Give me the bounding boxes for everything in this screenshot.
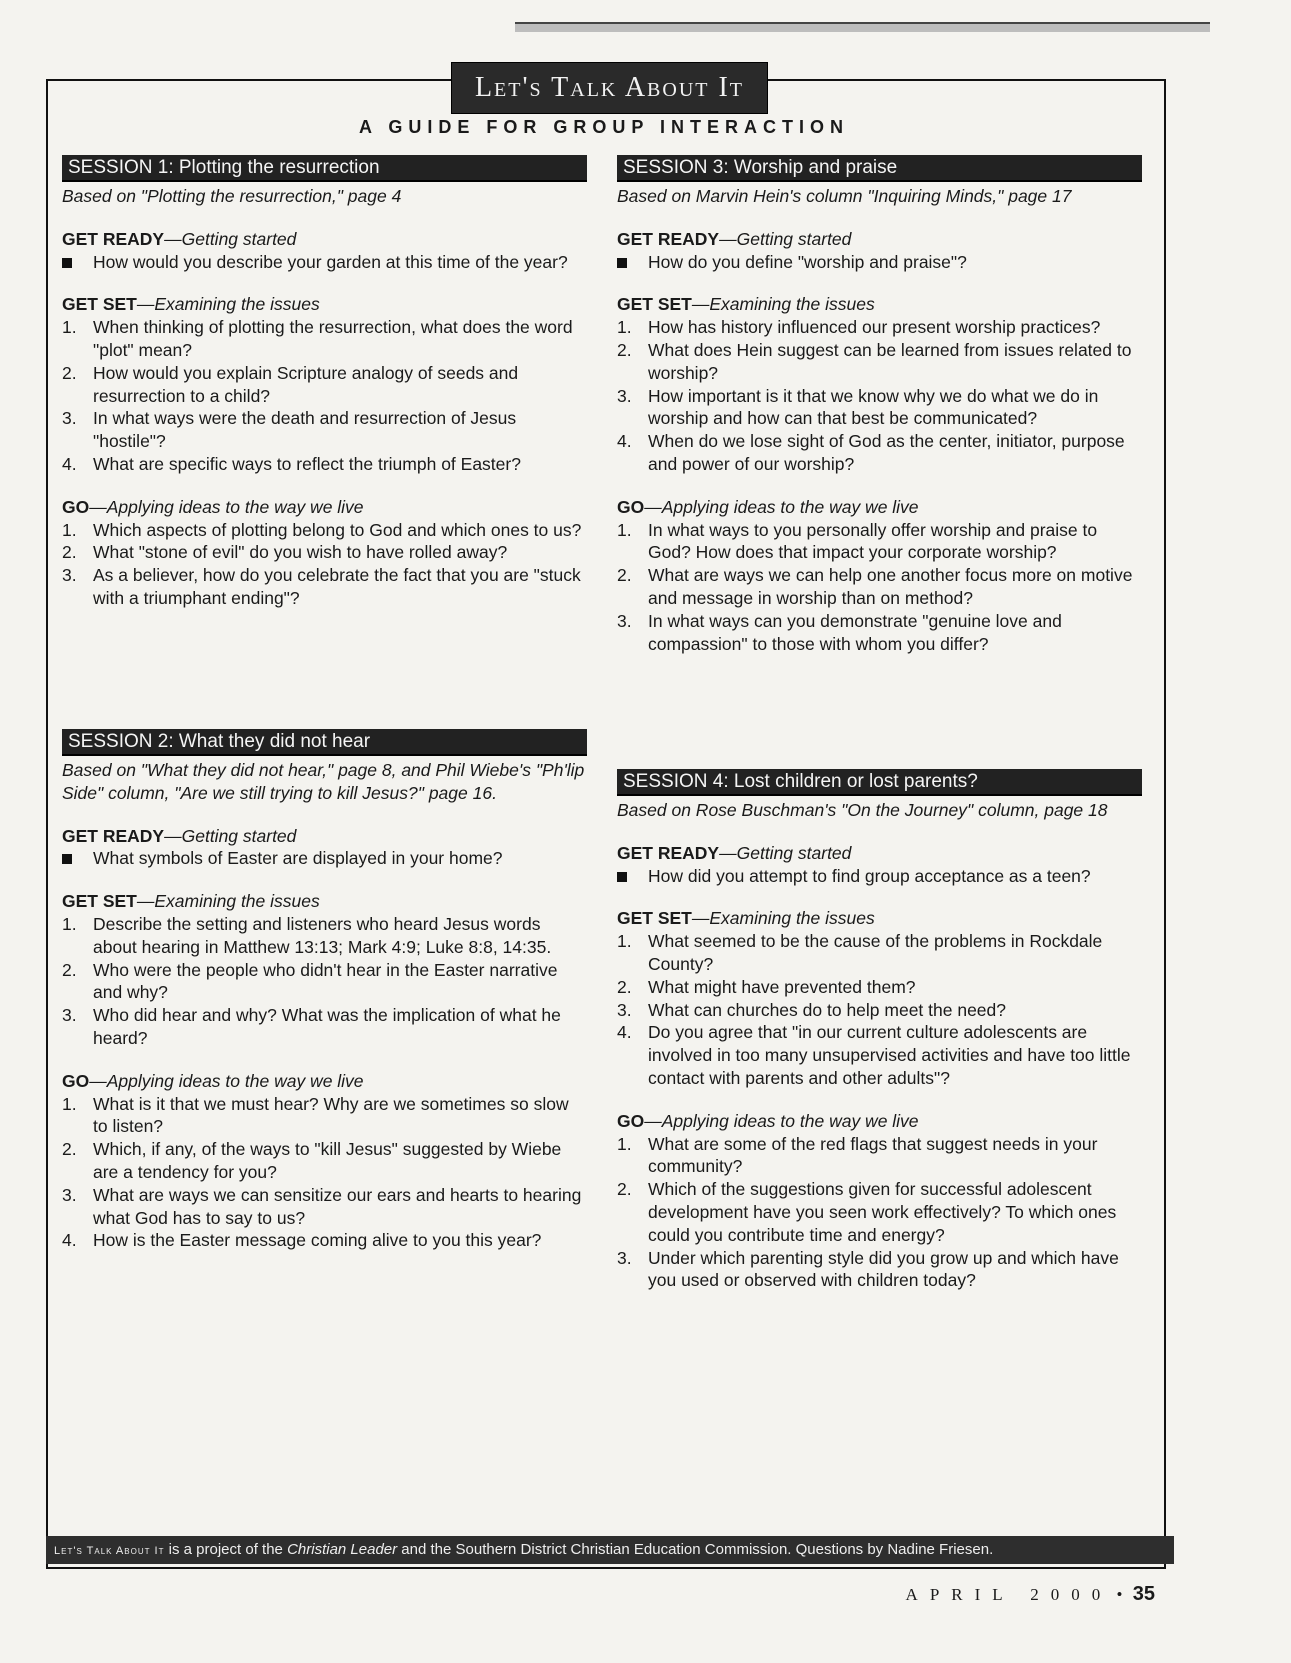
question-text: How did you attempt to find group acceptance as a teen? [648,865,1091,886]
question-item [62,407,587,453]
question-text: How would you explain Scripture analogy of seeds and resurrection to a child? [93,362,519,406]
question-text: In what ways to you personally offer worship and praise to God? How does that impact your corporate worship? [648,519,1098,563]
question-item [617,339,1142,385]
go-subtitle: —Applying ideas to the way we live [644,496,919,517]
page-number: 35 [1132,1583,1155,1605]
footer-credit [46,1536,1174,1564]
session-based-on: Based on Marvin Hein's column "Inquiring Minds," page 17 [617,186,1072,206]
question-text: Who did hear and why? What was the implication of what he heard? [93,1005,561,1048]
question-text: Do you agree that "in our current culture adolescents are involved in too many unsupervised activities and have too little contact with parents and other adults"? [648,1022,1131,1088]
question-number: 4. [62,1230,77,1251]
go-subtitle: —Applying ideas to the way we live [89,496,364,517]
get-set-subtitle: —Examining the issues [691,908,875,929]
go-label: GO [617,496,645,517]
get-set-subtitle: —Examining the issues [136,891,320,912]
question-text: When do we lose sight of God as the center, initiator, purpose and power of our worship? [648,431,1125,474]
question-item [617,999,1142,1022]
session-based-on: Based on "What they did not hear," page 8, and Phil Wiebe's "Ph'lip Side" column, "Are we still trying to kill Jesus?" page 16. [62,760,585,803]
square-bullet-icon [62,854,72,864]
question-item [617,1021,1142,1089]
question-item [617,385,1142,431]
top-rule [515,22,1210,32]
session-block [62,155,587,610]
get-ready-question-list [617,865,1142,888]
get-ready-question-list [62,251,587,274]
get-set-heading [62,890,587,913]
page-subtitle: A GUIDE FOR GROUP INTERACTION [358,117,849,137]
bullet-icon [62,847,88,870]
question-number: 4. [617,431,632,452]
question-item [62,847,587,870]
get-ready-heading [617,842,1142,865]
question-number: 3. [62,408,77,429]
session-title: SESSION 3: Worship and praise [617,155,1142,182]
get-set-question-list [62,913,587,1050]
get-set-question-list [617,316,1142,476]
question-number: 3. [617,1247,632,1268]
get-set-label: GET SET [617,294,692,315]
question-number: 4. [62,453,77,474]
question-item [62,362,587,408]
get-ready-subtitle: —Getting started [164,228,297,249]
go-heading [62,496,587,519]
question-text: How has history influenced our present worship practices? [648,317,1101,338]
question-text: How do you define "worship and praise"? [648,251,967,272]
question-text: How would you describe your garden at this time of the year? [93,251,568,272]
question-item [62,316,587,362]
question-text: What might have prevented them? [648,976,916,997]
get-ready-subtitle: —Getting started [719,228,852,249]
question-text: What are specific ways to reflect the triumph of Easter? [93,453,521,474]
footer-project-name: Let's Talk About It [54,1545,165,1557]
session-block [617,155,1142,655]
get-ready-heading [62,825,587,848]
footer-text-1: is a project of the [164,1541,288,1558]
question-number: 2. [62,959,77,980]
go-heading [617,1110,1142,1133]
question-text: Under which parenting style did you grow up and which have you used or observed with children today? [648,1247,1119,1291]
get-ready-subtitle: —Getting started [719,842,852,863]
question-item [617,865,1142,888]
question-text: What are ways we can help one another focus more on motive and message in worship than on method? [648,565,1133,608]
go-label: GO [617,1110,645,1131]
question-text: Which, if any, of the ways to "kill Jesus" suggested by Wiebe are a tendency for you? [93,1139,562,1182]
get-ready-question-list [62,847,587,870]
question-item [617,519,1142,565]
page-folio [760,1583,1155,1606]
get-set-question-list [617,930,1142,1090]
get-ready-heading [62,228,587,251]
question-text: Which of the suggestions given for successful adolescent development have you seen work effectively? To which ones could you contribute time and energy? [648,1179,1117,1245]
question-number: 2. [617,1179,632,1200]
question-number: 1. [62,1093,77,1114]
go-question-list [617,519,1142,656]
question-number: 2. [62,1139,77,1160]
go-label: GO [62,496,90,517]
question-item [62,913,587,959]
get-ready-label: GET READY [62,825,165,846]
question-text: What is it that we must hear? Why are we sometimes so slow to listen? [93,1093,569,1137]
get-set-subtitle: —Examining the issues [136,294,320,315]
session-based-on: Based on Rose Buschman's "On the Journey" column, page 18 [617,800,1108,820]
get-set-label: GET SET [617,908,692,929]
get-set-subtitle: —Examining the issues [691,294,875,315]
get-ready-label: GET READY [62,228,165,249]
question-number: 1. [617,931,632,952]
question-number: 2. [617,565,632,586]
go-heading [62,1070,587,1093]
get-ready-label: GET READY [617,842,720,863]
question-item [617,1178,1142,1246]
question-item [617,316,1142,339]
get-set-heading [617,907,1142,930]
footer-publication: Christian Leader [287,1541,398,1558]
session-title: SESSION 1: Plotting the resurrection [62,155,587,182]
question-number: 1. [617,317,632,338]
question-item [62,1229,587,1252]
question-number: 2. [62,362,77,383]
question-item [62,1138,587,1184]
go-subtitle: —Applying ideas to the way we live [644,1110,919,1131]
question-item [62,959,587,1005]
question-number: 1. [62,913,77,934]
get-set-label: GET SET [62,891,137,912]
question-number: 3. [617,610,632,631]
question-text: What seemed to be the cause of the problems in Rockdale County? [648,931,1103,974]
question-text: How important is it that we know why we do what we do in worship and how can that best be communicated? [648,385,1099,429]
page-title-banner: Let's Talk About It [451,62,768,114]
question-item [62,453,587,476]
footer-text-2: and the Southern District Christian Education Commission. Questions by Nadine Friesen. [397,1541,994,1558]
question-number: 3. [617,999,632,1020]
get-set-label: GET SET [62,294,137,315]
question-text: What does Hein suggest can be learned from issues related to worship? [648,339,1132,383]
question-item [617,610,1142,656]
question-item [62,1093,587,1139]
question-number: 3. [617,385,632,406]
question-text: In what ways can you demonstrate "genuine love and compassion" to those with whom you differ? [648,610,1062,654]
question-item [617,976,1142,999]
session-block [617,769,1142,1292]
go-question-list [62,519,587,610]
question-item [62,564,587,610]
question-text: Who were the people who didn't hear in the Easter narrative and why? [93,959,558,1003]
question-text: In what ways were the death and resurrection of Jesus "hostile"? [93,408,517,452]
question-number: 3. [62,1184,77,1205]
question-number: 2. [62,542,77,563]
session-title: SESSION 4: Lost children or lost parents? [617,769,1142,796]
question-number: 3. [62,565,77,586]
go-subtitle: —Applying ideas to the way we live [89,1070,364,1091]
question-item [62,1184,587,1230]
question-text: Which aspects of plotting belong to God and which ones to us? [93,519,582,540]
square-bullet-icon [617,258,627,268]
get-ready-question-list [617,251,1142,274]
question-number: 1. [62,317,77,338]
question-item [62,1004,587,1050]
question-number: 1. [617,519,632,540]
question-number: 2. [617,339,632,360]
session-title: SESSION 2: What they did not hear [62,729,587,756]
question-text: What can churches do to help meet the need? [648,999,1007,1020]
question-item [62,519,587,542]
question-text: What "stone of evil" do you wish to have rolled away? [93,542,508,563]
bullet-icon [617,251,643,274]
question-text: As a believer, how do you celebrate the fact that you are "stuck with a triumphant ending"? [93,565,581,608]
question-text: What are ways we can sensitize our ears and hearts to hearing what God has to say to us? [93,1184,582,1228]
question-number: 1. [62,519,77,540]
get-set-heading [617,293,1142,316]
question-number: 1. [617,1133,632,1154]
question-item [62,251,587,274]
go-question-list [62,1093,587,1253]
session-block [62,729,587,1252]
square-bullet-icon [617,872,627,882]
question-text: What symbols of Easter are displayed in your home? [93,848,503,869]
question-item [62,541,587,564]
go-heading [617,496,1142,519]
question-item [617,1133,1142,1179]
square-bullet-icon [62,258,72,268]
question-item [617,251,1142,274]
question-item [617,564,1142,610]
question-item [617,430,1142,476]
get-set-question-list [62,316,587,476]
question-text: How is the Easter message coming alive to you this year? [93,1230,542,1251]
question-number: 4. [617,1022,632,1043]
question-number: 2. [617,976,632,997]
get-ready-heading [617,228,1142,251]
question-text: What are some of the red flags that suggest needs in your community? [648,1133,1098,1177]
session-based-on: Based on "Plotting the resurrection," page 4 [62,186,402,206]
go-label: GO [62,1070,90,1091]
go-question-list [617,1133,1142,1293]
question-item [617,1247,1142,1293]
folio-separator: • [1116,1585,1123,1604]
question-number: 3. [62,1005,77,1026]
get-ready-subtitle: —Getting started [164,825,297,846]
folio-date: APRIL 2000 [905,1585,1113,1604]
question-item [617,930,1142,976]
question-text: When thinking of plotting the resurrection, what does the word "plot" mean? [93,317,573,360]
bullet-icon [62,251,88,274]
get-ready-label: GET READY [617,228,720,249]
get-set-heading [62,293,587,316]
question-text: Describe the setting and listeners who heard Jesus words about hearing in Matthew 13:13; Mark 4:9; Luke 8:8, 14:35. [93,913,552,957]
bullet-icon [617,865,643,888]
